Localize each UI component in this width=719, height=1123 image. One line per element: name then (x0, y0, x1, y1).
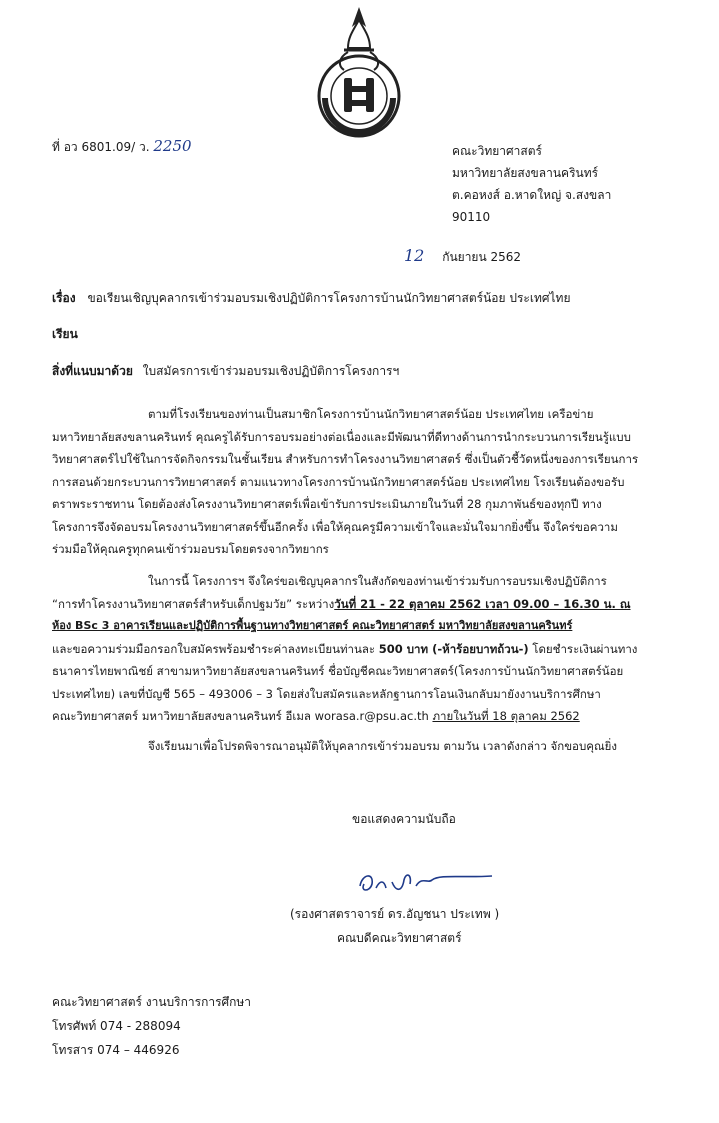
paragraph-line: ในการนี้ โครงการฯ จึงใคร่ขอเชิญบุคลากรในสังกัดของท่านเข้าร่วมรับการอบรมเชิงปฏิบัติการ (148, 574, 607, 588)
salutation: เรียน (52, 327, 78, 341)
fee-amount: 500 บาท (-ห้าร้อยบาทถ้วน-) (378, 641, 529, 656)
subject-line (52, 289, 570, 308)
reference-number (52, 137, 192, 157)
date-day-handwritten: 12 (404, 246, 425, 265)
letter-date (404, 246, 521, 267)
handwritten-signature (352, 862, 502, 902)
sender-postcode: 90110 (452, 210, 491, 224)
paragraph-line (52, 593, 664, 616)
body-paragraph-2 (52, 570, 664, 728)
attachment-line (52, 362, 399, 381)
email-text: คณะวิทยาศาสตร์ มหาวิทยาลัยสงขลานครินทร์ อีเมล worasa.r@psu.ac.th (52, 709, 433, 723)
contact-block (52, 990, 251, 1062)
paragraph-line (52, 705, 664, 728)
paragraph-line: การสอนด้วยกระบวนการวิทยาศาสตร์ ตามแนวทางโครงการบ้านนักวิทยาศาสตร์น้อย ประเทศไทย โรงเรียนต้องขอรับ (52, 474, 625, 489)
paragraph-line: โครงการจึงจัดอบรมโครงงานวิทยาศาสตร์ขึ้นอีกครั้ง เพื่อให้คุณครูมีความเข้าใจและมั่นใจมากยิ่งขึ้น จึงใคร่ขอความ (52, 519, 618, 534)
reference-prefix: ที่ อว 6801.09/ ว. (52, 140, 150, 154)
fee-text: และขอความร่วมมือกรอกใบสมัครพร้อมชำระค่าลงทะเบียนท่านละ (52, 641, 379, 656)
training-venue: ห้อง BSc 3 อาคารเรียนและปฏิบัติการพื้นฐานทางวิทยาศาสตร์ คณะวิทยาศาสตร์ มหาวิทยาลัยสงขลานครินทร์ (52, 619, 573, 632)
attachment-text: ใบสมัครการเข้าร่วมอบรมเชิงปฏิบัติการโครงการฯ (142, 364, 400, 378)
sender-address (452, 140, 611, 228)
closing-sentence: จึงเรียนมาเพื่อโปรดพิจารณาอนุมัติให้บุคลากรเข้าร่วมอบรม ตามวัน เวลาดังกล่าว จักขอบคุณยิ่ง (148, 739, 617, 753)
paragraph-line: วิทยาศาสตร์ไปใช้ในการจัดกิจกรรมในชั้นเรียน สำหรับการทำโครงงานวิทยาศาสตร์ ซึ่งเป็นตัวชี้วัดหนึ่งของการเรียนการ (52, 452, 639, 466)
paragraph-line: ประเทศไทย) เลขที่บัญชี 565 – 493006 – 3 โดยส่งใบสมัครและหลักฐานการโอนเงินกลับมายังงานบริการศึกษา (52, 686, 601, 701)
sender-university: มหาวิทยาลัยสงขลานครินทร์ (452, 166, 599, 180)
attachment-label: สิ่งที่แนบมาด้วย (52, 364, 133, 378)
contact-unit: คณะวิทยาศาสตร์ งานบริการการศึกษา (52, 995, 252, 1009)
signer-position: คณบดีคณะวิทยาศาสตร์ (337, 931, 462, 945)
fee-text-end: โดยชำระเงินผ่านทาง (528, 641, 638, 656)
contact-fax: โทรสาร 074 – 446926 (52, 1043, 180, 1057)
reference-handwritten-number: 2250 (153, 137, 192, 155)
sender-faculty: คณะวิทยาศาสตร์ (452, 144, 542, 158)
training-date-time: วันที่ 21 - 22 ตุลาคม 2562 เวลา 09.00 – 16.30 น. ณ (334, 596, 631, 611)
university-seal-logo (308, 6, 410, 138)
date-month-year: กันยายน 2562 (442, 250, 522, 264)
paragraph-line: ธนาคารไทยพาณิชย์ สาขามหาวิทยาลัยสงขลานครินทร์ ชื่อบัญชีคณะวิทยาศาสตร์(โครงการบ้านนักวิทยาศาสตร์น้อย (52, 664, 624, 678)
paragraph-line (52, 638, 664, 661)
sender-location: ต.คอหงส์ อ.หาดใหญ่ จ.สงขลา (452, 188, 612, 202)
paragraph-line: ตามที่โรงเรียนของท่านเป็นสมาชิกโครงการบ้านนักวิทยาศาสตร์น้อย ประเทศไทย เครือข่าย (148, 407, 594, 421)
paragraph-line: ตราพระราชทาน โดยต้องส่งโครงงานวิทยาศาสตร์เพื่อเข้ารับการประเมินภายในวันที่ 28 กุมภาพันธ์ของทุกปี ทาง (52, 497, 602, 511)
regards: ขอแสดงความนับถือ (352, 812, 456, 826)
paragraph-line: ร่วมมือให้คุณครูทุกคนเข้าร่วมอบรมโดยตรงจากวิทยากร (52, 542, 329, 556)
paragraph-line: มหาวิทยาลัยสงขลานครินทร์ คุณครูได้รับการอบรมอย่างต่อเนื่องและมีพัฒนาที่ดีทางด้านการนำกระบวนการเรียนรู้แบบ (52, 429, 631, 444)
contact-phone: โทรศัพท์ 074 - 288094 (52, 1019, 181, 1033)
subject-label: เรื่อง (52, 291, 76, 305)
deadline-text: ภายในวันที่ 18 ตุลาคม 2562 (432, 709, 580, 723)
body-paragraph-1 (52, 403, 664, 561)
subject-text: ขอเรียนเชิญบุคลากรเข้าร่วมอบรมเชิงปฏิบัติการโครงการบ้านนักวิทยาศาสตร์น้อย ประเทศไทย (87, 291, 571, 305)
signer-name: (รองศาสตราจารย์ ดร.อัญชนา ประเทพ ) (290, 907, 500, 921)
training-title: “การทำโครงงานวิทยาศาสตร์สำหรับเด็กปฐมวัย” ระหว่าง (52, 596, 335, 611)
